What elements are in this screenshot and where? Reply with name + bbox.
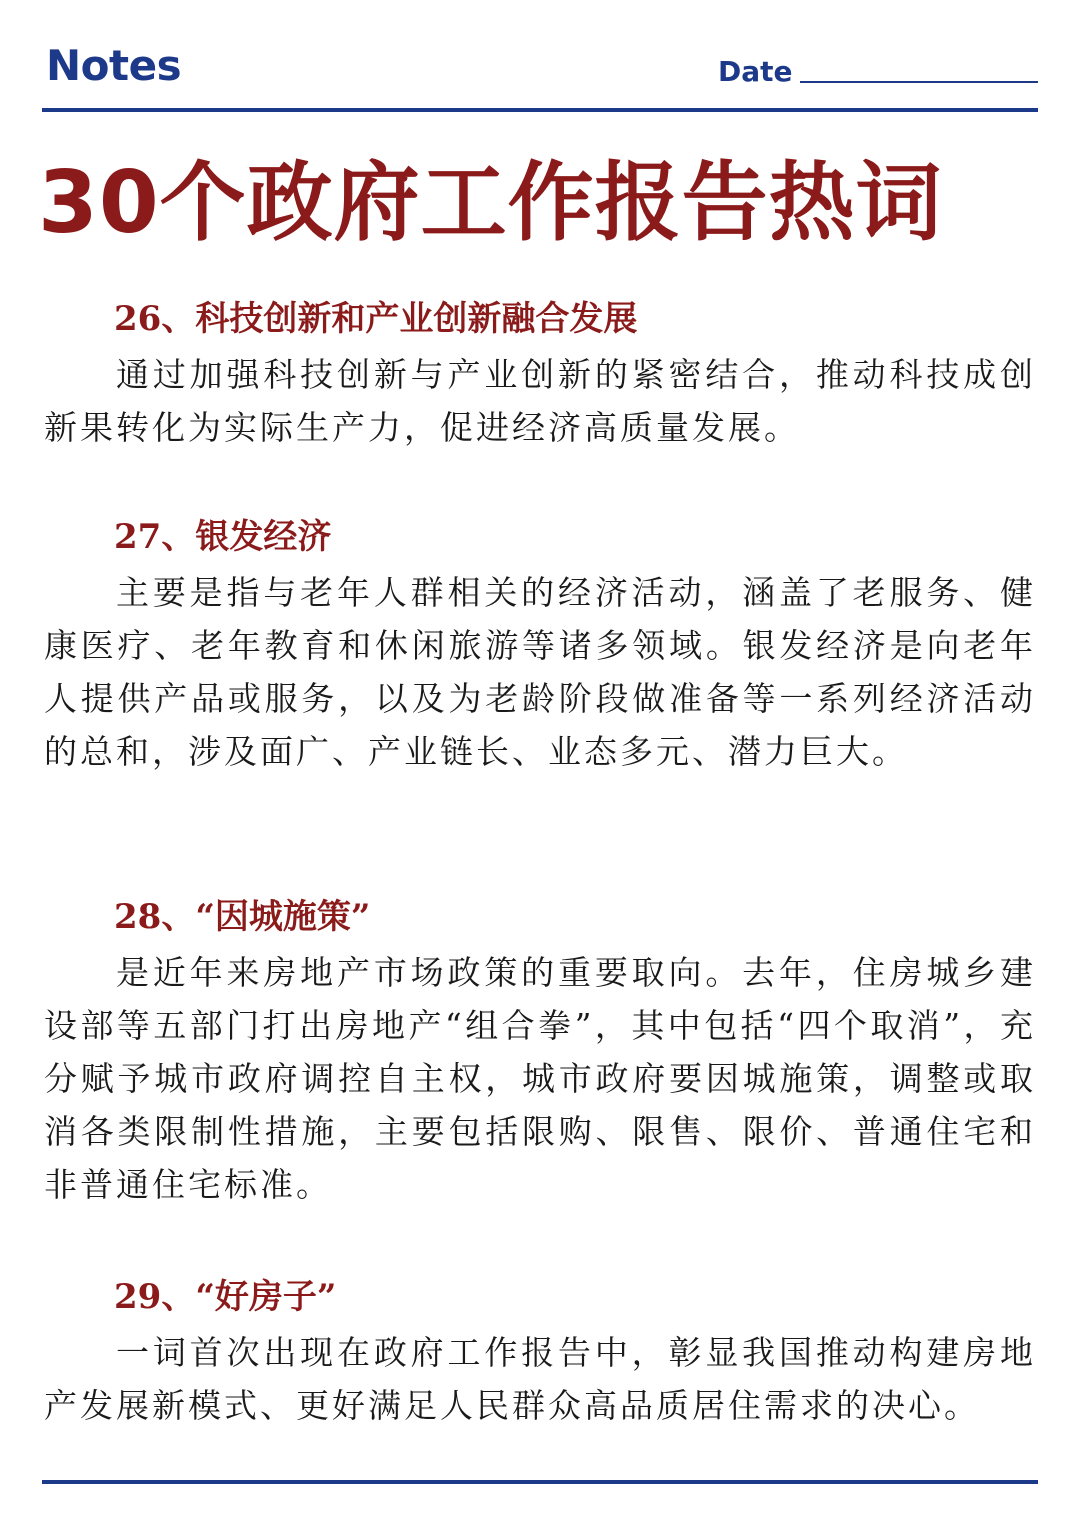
bottom-divider bbox=[42, 1480, 1038, 1484]
section-heading: 29、“好房子” bbox=[114, 1277, 337, 1317]
section-heading: 26、科技创新和产业创新融合发展 bbox=[114, 299, 638, 339]
section-26 bbox=[44, 296, 1036, 454]
section-28 bbox=[44, 894, 1036, 1211]
date-underline bbox=[800, 81, 1038, 83]
section-body: 主要是指与老年人群相关的经济活动，涵盖了老服务、健康医疗、老年教育和休闲旅游等诸多领域。银发经济是向老年人提供产品或服务，以及为老龄阶段做准备等一系列经济活动的总和，涉及面广、产业链长、业态多元、潜力巨大。 bbox=[44, 573, 1036, 771]
section-body: 是近年来房地产市场政策的重要取向。去年，住房城乡建设部等五部门打出房地产“组合拳”，其中包括“四个取消”，充分赋予城市政府调控自主权，城市政府要因城施策，调整或取消各类限制性措施，主要包括限购、限售、限价、普通住宅和非普通住宅标准。 bbox=[44, 953, 1036, 1204]
section-heading: 27、银发经济 bbox=[114, 517, 332, 557]
section-body: 一词首次出现在政府工作报告中，彰显我国推动构建房地产发展新模式、更好满足人民群众高品质居住需求的决心。 bbox=[44, 1333, 1036, 1425]
top-divider bbox=[42, 108, 1038, 112]
section-heading: 28、“因城施策” bbox=[114, 897, 371, 937]
section-29 bbox=[44, 1274, 1036, 1432]
section-27 bbox=[44, 514, 1036, 778]
section-body: 通过加强科技创新与产业创新的紧密结合，推动科技成创新果转化为实际生产力，促进经济高质量发展。 bbox=[44, 355, 1036, 447]
notes-label: Notes bbox=[46, 41, 182, 90]
page-title: 30个政府工作报告热词 bbox=[38, 153, 943, 253]
date-label: Date bbox=[718, 55, 793, 88]
